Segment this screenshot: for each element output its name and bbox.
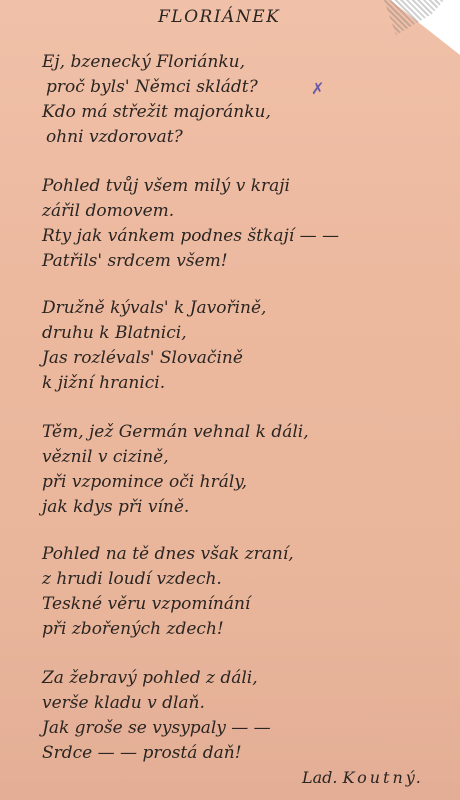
poem-line: z hrudi loudí vzdech. (42, 569, 222, 589)
poem-line: verše kladu v dlaň. (42, 693, 205, 713)
poem-line: druhu k Blatnici, (42, 323, 187, 343)
poem-line: při zbořených zdech! (42, 619, 224, 639)
pen-mark-icon: ✗ (311, 79, 325, 98)
poem-line: Jas rozlévals' Slovačině (42, 348, 243, 368)
stanza-5 (42, 542, 294, 642)
author-surname: Koutný. (342, 768, 424, 787)
stanza-2 (42, 174, 339, 274)
poem-line: Pohled na tě dnes však zraní, (42, 544, 294, 564)
poem-line: Rty jak vánkem podnes štkají — — (42, 226, 339, 246)
poem-line: k jižní hranici. (42, 373, 166, 393)
poem-line: Srdce — — prostá daň! (42, 743, 242, 763)
poem-line: jak kdys při víně. (42, 497, 190, 517)
author-signature (302, 768, 424, 787)
poem-line: Za žebravý pohled z dáli, (42, 668, 258, 688)
poem-line: Ej, bzenecký Floriánku, (42, 52, 245, 72)
poem-line: zářil domovem. (42, 201, 175, 221)
poem-line: při vzpomince oči hrály, (42, 472, 248, 492)
author-prefix: Lad. (302, 768, 338, 787)
poem-title: FLORIÁNEK (158, 7, 281, 27)
poem-line: věznil v cizině, (42, 447, 169, 467)
poem-line: Pohled tvůj všem milý v kraji (42, 176, 290, 196)
poem-line: Těm, jež Germán vehnal k dáli, (42, 422, 309, 442)
stanza-3 (42, 296, 266, 396)
poem-line: ohni vzdorovat? (46, 127, 183, 147)
poem-line: Jak groše se vysypaly — — (42, 718, 271, 738)
poem-line: Kdo má střežit majoránku, (42, 102, 271, 122)
stanza-4 (42, 420, 309, 520)
stanza-1 (42, 50, 271, 150)
poem-line: proč byls' Němci skládt? (46, 77, 258, 97)
stanza-6 (42, 666, 271, 766)
poem-line: Teskné věru vzpomínání (42, 594, 251, 614)
poem-line: Patřils' srdcem všem! (42, 251, 228, 271)
poem-line: Družně kývals' k Javořině, (42, 298, 267, 318)
